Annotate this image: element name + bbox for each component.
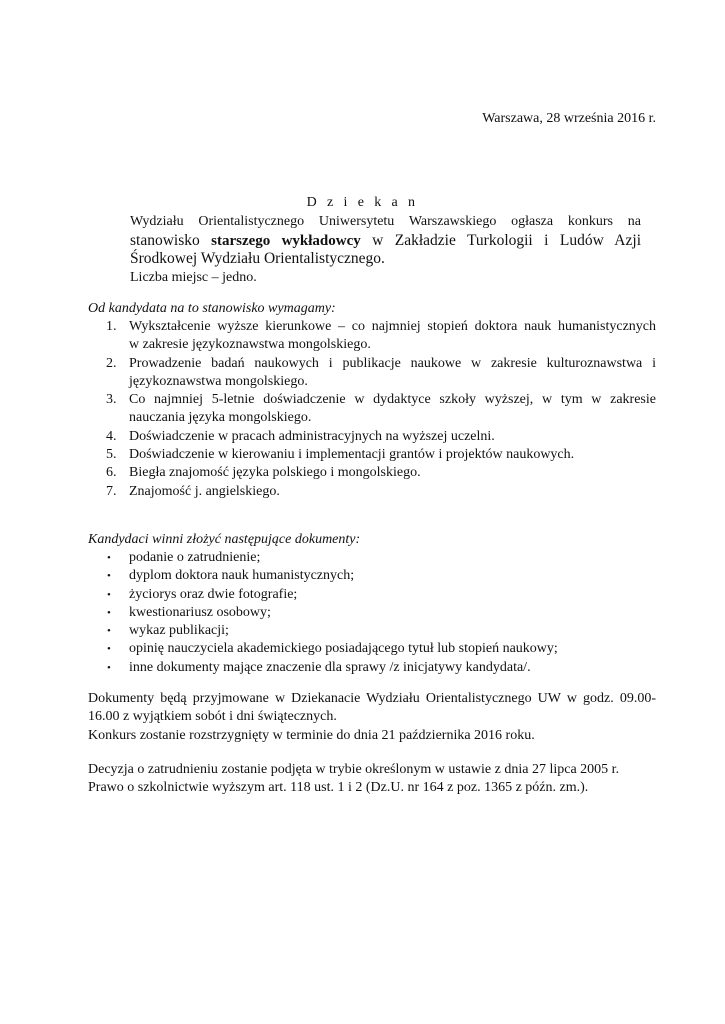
requirements-heading: Od kandydata na to stanowisko wymagamy: <box>88 301 336 316</box>
requirement-text-cont: językoznawstwa mongolskiego. <box>129 373 308 389</box>
requirement-number: 6. <box>106 465 117 481</box>
requirement-text: Doświadczenie w kierowaniu i implementacji grantów i projektów naukowych. <box>129 447 575 463</box>
position-prefix: stanowisko <box>130 231 212 249</box>
requirement-number: 5. <box>106 447 117 463</box>
position-title: starszego wykładowcy <box>211 232 361 249</box>
announcement-line-2 <box>130 232 641 251</box>
requirements-list <box>88 318 656 501</box>
position-department: w Zakładzie Turkologii i Ludów Azji <box>360 231 641 249</box>
document-item-text: inne dokumenty mające znaczenie dla sprawy /z inicjatywy kandydata/. <box>129 659 531 675</box>
bullet-icon: • <box>107 643 111 656</box>
requirement-text-cont: nauczania języka mongolskiego. <box>129 410 312 426</box>
requirement-item <box>88 446 656 464</box>
document-item <box>88 604 608 622</box>
requirement-item <box>88 391 656 428</box>
requirement-text: Co najmniej 5-letnie doświadczenie w dydaktyce szkoły wyższej, w tym w zakresie <box>129 392 656 408</box>
dean-title: D z i e k a n <box>306 195 419 210</box>
document-item-text: wykaz publikacji; <box>129 623 229 639</box>
requirement-item <box>88 355 656 392</box>
bullet-icon: • <box>107 606 111 619</box>
document-item <box>88 622 608 640</box>
document-item-text: dyplom doktora nauk humanistycznych; <box>129 568 355 584</box>
requirement-number: 1. <box>106 319 117 334</box>
decision-line-2: Prawo o szkolnictwie wyższym art. 118 ust. 1 i 2 (Dz.U. nr 164 z poz. 1365 z późn. zm.). <box>88 780 589 796</box>
requirement-text-cont: w zakresie językoznawstwa mongolskiego. <box>129 337 371 353</box>
document-item <box>88 659 608 677</box>
document-item-text: podanie o zatrudnienie; <box>129 550 261 565</box>
requirement-text: Doświadczenie w pracach administracyjnych na wyższej uczelni. <box>129 428 495 444</box>
document-date: Warszawa, 28 września 2016 r. <box>482 111 656 126</box>
document-item <box>88 586 608 604</box>
submission-line-1: Dokumenty będą przyjmowane w Dziekanacie Wydziału Orientalistycznego UW w godz. 09.00- <box>88 691 656 706</box>
requirement-number: 3. <box>106 392 117 408</box>
decision-paragraph <box>88 761 656 798</box>
requirement-item <box>88 464 656 482</box>
document-item-text: kwestionariusz osobowy; <box>129 604 271 620</box>
decision-line-1: Decyzja o zatrudnieniu zostanie podjęta w trybie określonym w ustawie z dnia 27 lipca 2005 r. <box>88 762 620 777</box>
document-item <box>88 549 608 567</box>
requirement-text: Biegła znajomość języka polskiego i mongolskiego. <box>129 465 421 481</box>
bullet-icon: • <box>107 588 111 601</box>
documents-heading: Kandydaci winni złożyć następujące dokumenty: <box>88 532 361 547</box>
submission-line-2: 16.00 z wyjątkiem sobót i dni świątecznych. <box>88 709 337 725</box>
deadline-line: Konkurs zostanie rozstrzygnięty w terminie do dnia 21 października 2016 roku. <box>88 727 535 743</box>
announcement-line-1: Wydziału Orientalistycznego Uniwersytetu Warszawskiego ogłasza konkurs na <box>130 214 641 229</box>
document-item-text: życiorys oraz dwie fotografie; <box>129 586 298 602</box>
requirement-number: 2. <box>106 355 117 371</box>
requirement-text: Prowadzenie badań naukowych i publikacje naukowe w zakresie kulturoznawstwa i <box>129 355 656 371</box>
places-count: Liczba miejsc – jedno. <box>130 269 257 285</box>
requirement-item <box>88 483 656 501</box>
requirement-text: Wykształcenie wyższe kierunkowe – co najmniej stopień doktora nauk humanistycznych <box>129 319 656 334</box>
document-item <box>88 567 608 585</box>
announcement-line-3: Środkowej Wydziału Orientalistycznego. <box>130 250 385 267</box>
requirement-item <box>88 318 656 355</box>
bullet-icon: • <box>107 661 111 674</box>
requirement-number: 4. <box>106 428 117 444</box>
bullet-icon: • <box>107 552 111 564</box>
requirement-number: 7. <box>106 483 117 499</box>
document-item-text: opinię nauczyciela akademickiego posiadającego tytuł lub stopień naukowy; <box>129 641 558 657</box>
bullet-icon: • <box>107 625 111 638</box>
document-item <box>88 640 608 658</box>
requirement-item <box>88 428 656 446</box>
submission-paragraph <box>88 690 656 745</box>
documents-list <box>88 549 608 677</box>
requirement-text: Znajomość j. angielskiego. <box>129 483 280 499</box>
bullet-icon: • <box>107 570 111 583</box>
announcement-text <box>130 213 641 287</box>
